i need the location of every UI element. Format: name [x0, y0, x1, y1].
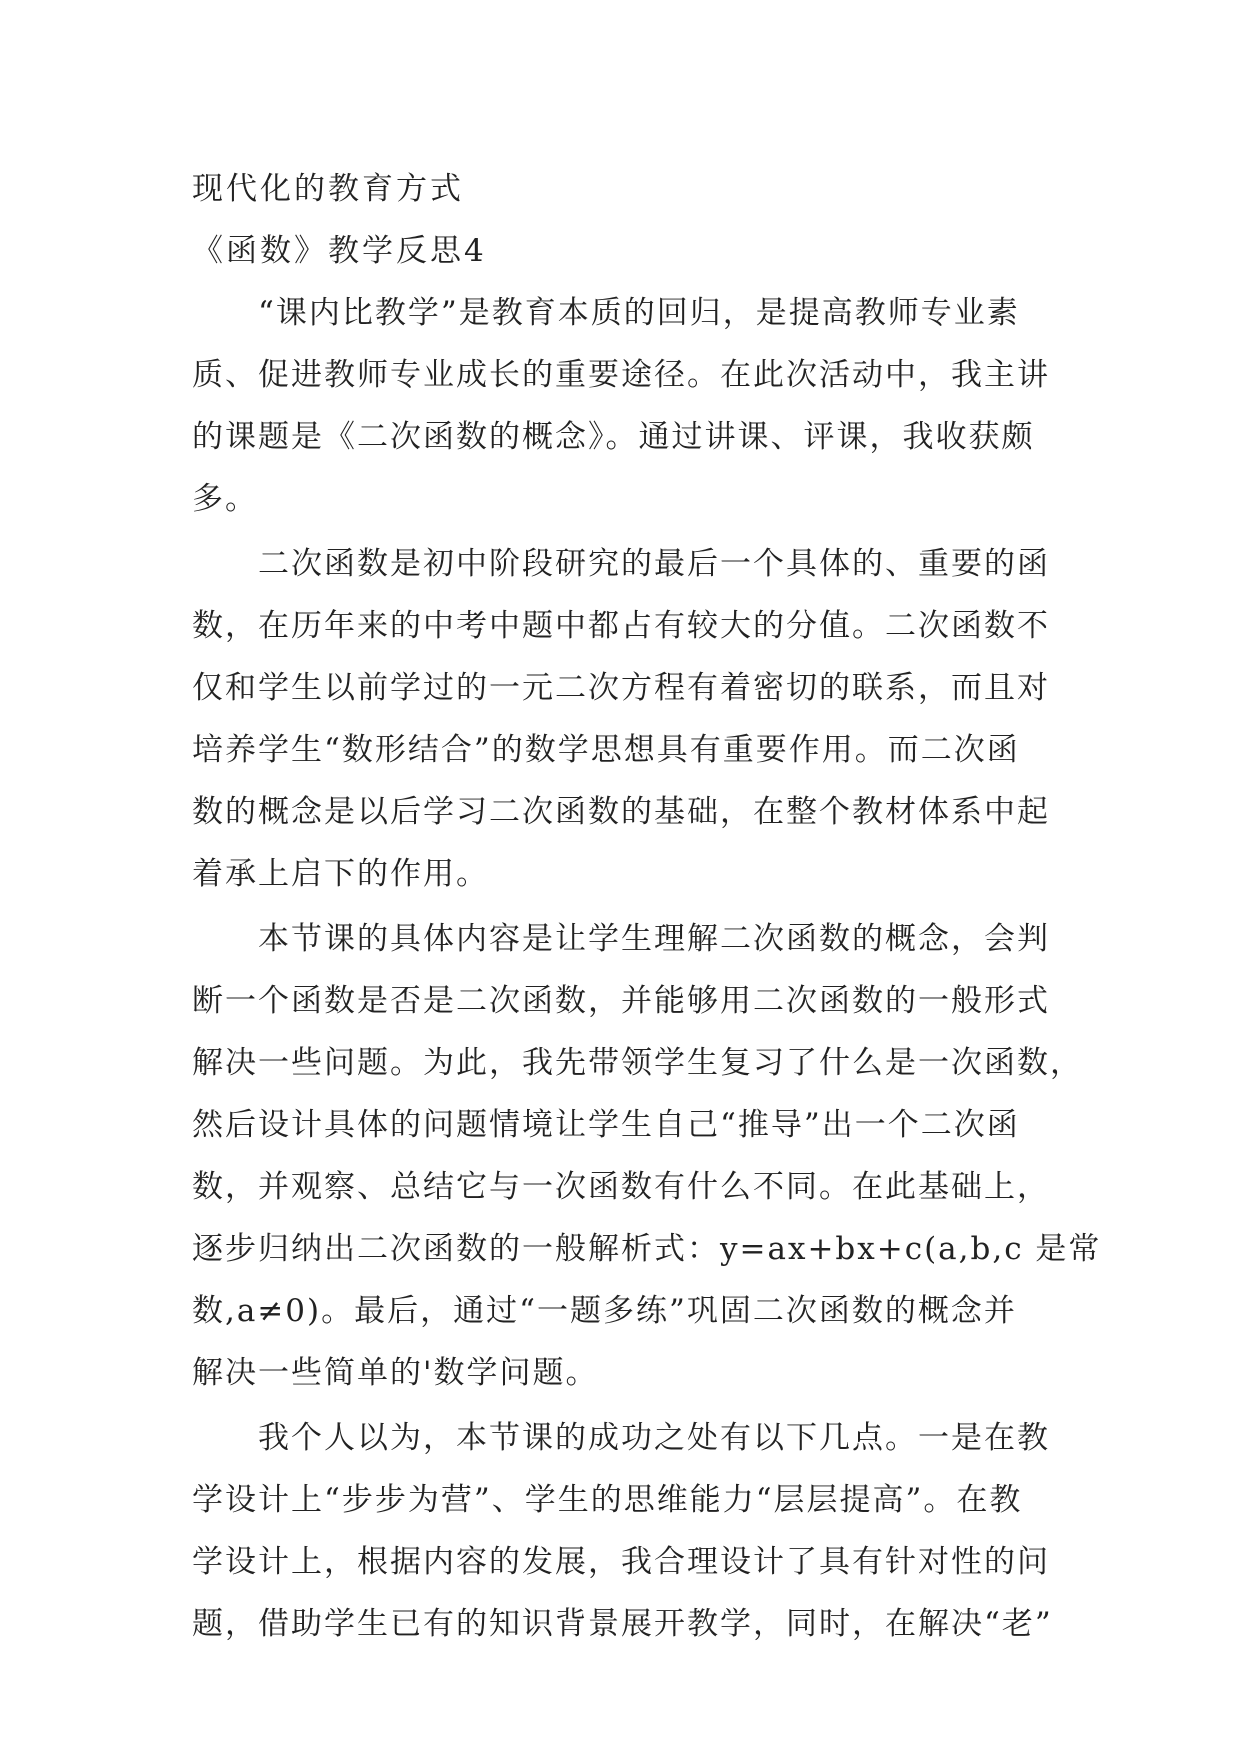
paragraph-4 [192, 1407, 1058, 1655]
paragraph-line: 数，在历年来的中考中题中都占有较大的分值。二次函数不 [192, 608, 1050, 644]
paragraph-line: 逐步归纳出二次函数的一般解析式：y=ax+bx+c(a,b,c 是常 [192, 1231, 1102, 1267]
paragraph-line: 解决一些问题。为此，我先带领学生复习了什么是一次函数， [192, 1045, 1083, 1081]
paragraph-3 [192, 908, 1102, 1404]
paragraph-line: 数的概念是以后学习二次函数的基础，在整个教材体系中起 [192, 794, 1050, 830]
paragraph-line: 数，并观察、总结它与一次函数有什么不同。在此基础上， [192, 1169, 1050, 1205]
paragraph-line: 解决一些简单的'数学问题。 [192, 1355, 599, 1391]
paragraph-line: 题，借助学生已有的知识背景展开教学，同时，在解决“老” [192, 1606, 1053, 1642]
paragraph-line: 然后设计具体的问题情境让学生自己“推导”出一个二次函 [192, 1107, 1020, 1143]
paragraph-line: 学设计上，根据内容的发展，我合理设计了具有针对性的问 [192, 1544, 1050, 1580]
paragraph-line: 仅和学生以前学过的一元二次方程有着密切的联系，而且对 [192, 670, 1050, 706]
paragraph-line: 质、促进教师专业成长的重要途径。在此次活动中，我主讲 [192, 357, 1050, 393]
paragraph-line: 数,a≠0)。最后，通过“一题多练”巩固二次函数的概念并 [192, 1293, 1017, 1329]
paragraph-line: “课内比教学”是教育本质的回归，是提高教师专业素 [258, 295, 1020, 331]
document-heading-1: 现代化的教育方式 [192, 171, 464, 207]
paragraph-line: 多。 [192, 481, 258, 517]
paragraph-line: 本节课的具体内容是让学生理解二次函数的概念，会判 [258, 921, 1050, 957]
paragraph-line: 二次函数是初中阶段研究的最后一个具体的、重要的函 [258, 546, 1050, 582]
paragraph-line: 着承上启下的作用。 [192, 856, 489, 892]
paragraph-2 [192, 533, 1058, 905]
paragraph-line: 的课题是《二次函数的概念》。通过讲课、评课，我收获颇 [192, 419, 1035, 455]
paragraph-line: 学设计上“步步为营”、学生的思维能力“层层提高”。在教 [192, 1482, 1023, 1518]
paragraph-line: 我个人以为，本节课的成功之处有以下几点。一是在教 [258, 1420, 1050, 1456]
paragraph-1 [192, 282, 1058, 530]
paragraph-line: 培养学生“数形结合”的数学思想具有重要作用。而二次函 [192, 732, 1020, 768]
document-body [192, 158, 1102, 1655]
document-heading-2: 《函数》教学反思4 [192, 233, 487, 269]
paragraph-line: 断一个函数是否是二次函数，并能够用二次函数的一般形式 [192, 983, 1050, 1019]
